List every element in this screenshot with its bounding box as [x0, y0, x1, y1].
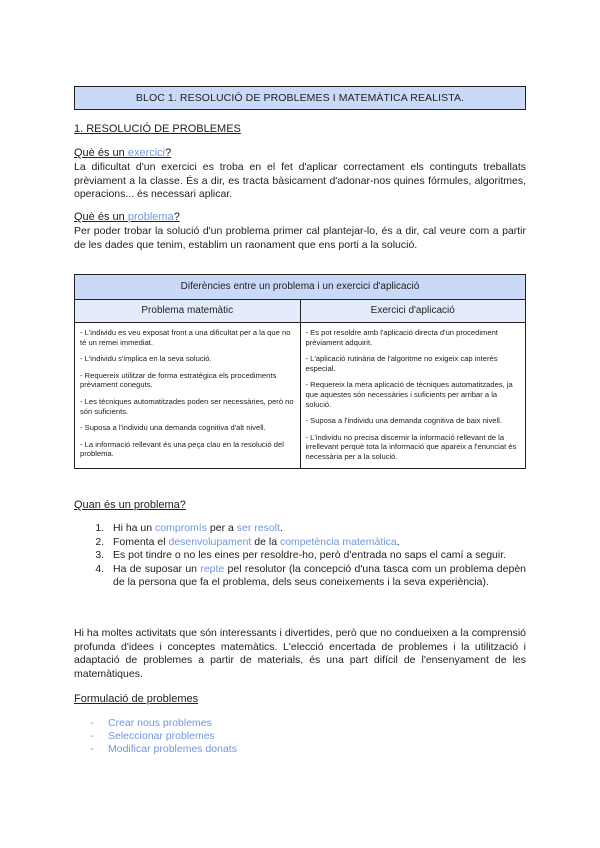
col-problema-cell	[75, 323, 301, 469]
table-item: - Requereix la mera aplicació de tècniques automatitzades, ja que aquestes són necessàries i suficients per arribar a la solució.	[305, 380, 513, 409]
problema-text: Per poder trobar la solució d'un problema primer cal plantejar-lo, és a dir, cal veure com a partir de les dades que tenim, establim un raonament que ens porti a la solució.	[74, 225, 526, 251]
list-item: 2. Fomenta el desenvolupament de la competència matemàtica.	[107, 536, 526, 550]
list-item[interactable]: - Crear nous problemes	[90, 717, 212, 729]
competencia-link[interactable]: competència matemàtica	[279, 535, 397, 548]
formulacio-section	[74, 692, 526, 756]
quan-section	[74, 498, 526, 590]
exercici-heading: Què és un exercici?	[74, 147, 172, 159]
problema-section	[74, 210, 526, 252]
formulacio-heading: Formulació de problemes	[74, 693, 199, 705]
document-title: BLOC 1. RESOLUCIÓ DE PROBLEMES I MATEMÀTICA REALISTA.	[74, 86, 526, 110]
list-item: 1. Hi ha un compromís per a ser resolt.	[107, 522, 526, 536]
ser-resolt-link[interactable]: ser resolt	[236, 522, 280, 534]
repte-link[interactable]: repte	[200, 562, 225, 575]
problema-heading: Què és un problema?	[74, 211, 180, 223]
list-item[interactable]: - Seleccionar problemes	[90, 730, 215, 742]
table-item: - Suposa a l'individu una demanda cognitiva d'alt nivell.	[80, 423, 266, 433]
table-item: - Les tècniques automatitzades poden ser necessàries, però no són suficients.	[80, 396, 294, 416]
list-item[interactable]: - Modificar problemes donats	[90, 743, 237, 755]
exercici-text: La dificultat d'un exercici es troba en el fet d'aplicar correctament els continguts treballats prèviament a la classe. És a dir, es tracta bàsicament d'adonar-nos quines fórmules, algoritmes, operacions... és necessari aplicar.	[74, 161, 526, 200]
problema-link[interactable]: problema	[127, 211, 174, 223]
activitats-paragraph: Hi ha moltes activitats que són interessants i divertides, però que no condueixen a la comprensió profunda d'idees i conceptes matemàtics. L'elecció encertada de problemes i la utilització i adaptació de problemes a partir de materials, és una part difícil de l'ensenyament de les matemàtiques.	[74, 627, 526, 680]
exercici-section	[74, 146, 526, 202]
table-title: Diferències entre un problema i un exercici d'aplicació	[75, 275, 526, 300]
col-header-problema: Problema matemàtic	[75, 300, 301, 323]
list-item: 4. Ha de suposar un repte pel resolutor (la concepció d'una tasca com un problema depèn de la persona que fa el problema, dels seus coneixements i la seva experiència).	[107, 563, 526, 590]
table-item: - La informació rellevant és una peça clau en la resolució del problema.	[80, 439, 284, 459]
col-header-exercici: Exercici d'aplicació	[300, 300, 526, 323]
table-item: - L'individu s'implica en la seva solució.	[80, 354, 212, 364]
desenvolupament-link[interactable]: desenvolupament	[168, 535, 252, 548]
table-item: - L'individu es veu exposat front a una dificultat per a la que no té un remei immediat.	[80, 328, 291, 347]
table-item: - Es pot resoldre amb l'aplicació directa d'un procediment prèviament adquirit.	[305, 328, 498, 347]
quan-list	[74, 522, 526, 590]
exercici-link[interactable]: exercici	[127, 147, 166, 159]
compromis-link[interactable]: compromís	[155, 522, 207, 534]
quan-heading: Quan és un problema?	[74, 499, 186, 511]
table-item: - Requereix utilitzar de forma estratègica els procediments prèviament coneguts.	[80, 370, 277, 390]
formulacio-list	[74, 717, 526, 756]
table-item: - L'individu no precisa discernir la informació rellevant de la irrellevant perquè tota la informació que apareix a l'enunciat és necessària per a la solució.	[305, 432, 517, 461]
list-item: 3. Es pot tindre o no les eines per resoldre-ho, però d'entrada no saps el camí a seguir.	[107, 549, 526, 563]
section-heading: 1. RESOLUCIÓ DE PROBLEMES	[74, 123, 241, 135]
comparison-table	[74, 274, 526, 469]
table-item: - Suposa a l'individu una demanda cognitiva de baix nivell.	[305, 416, 502, 426]
col-exercici-cell	[300, 323, 526, 469]
table-item: - L'aplicació rutinària de l'algoritme no exigeix cap interès especial.	[305, 354, 498, 373]
